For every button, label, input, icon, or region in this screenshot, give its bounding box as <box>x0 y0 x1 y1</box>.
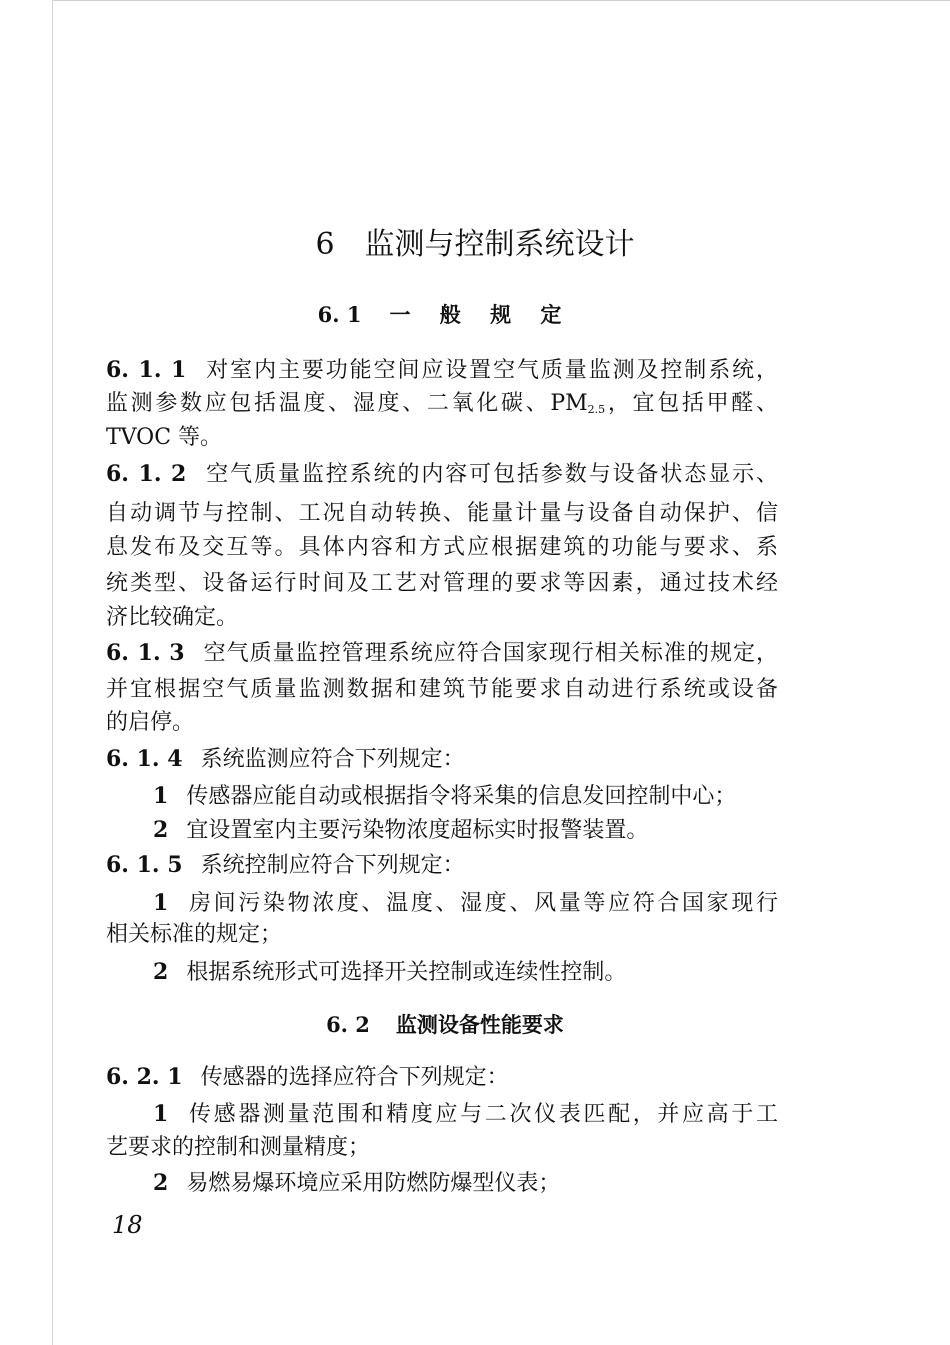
clause-text: 的启停。 <box>106 710 195 735</box>
clause-text: 空气质量监控管理系统应符合国家现行相关标准的规定， <box>202 641 778 666</box>
clause-line <box>106 567 778 601</box>
clause-line <box>106 742 778 777</box>
list-item <box>106 955 778 990</box>
item-text: 根据系统形式可选择开关控制或连续性控制。 <box>186 960 627 985</box>
clause-text: 息发布及交互等。具体内容和方式应根据建筑的功能与要求、系 <box>106 535 778 560</box>
clause-line <box>106 601 778 635</box>
pm-subscript: 2.5 <box>587 403 606 416</box>
clause-text: 统类型、设备运行时间及工艺对管理的要求等因素，通过技术经 <box>106 571 778 596</box>
clause-line <box>106 673 778 707</box>
list-item <box>106 813 778 848</box>
clause-number: 6. 1. 3 <box>106 640 185 666</box>
clause-line <box>106 1060 778 1095</box>
page-frame-top <box>52 0 950 1</box>
clause-text: 系统控制应符合下列规定： <box>200 853 465 878</box>
list-item-continuation <box>106 918 778 952</box>
clause-text: 监测参数应包括温度、湿度、二氧化碳、PM <box>106 391 588 416</box>
clause-line <box>106 497 778 531</box>
list-item <box>106 1166 778 1201</box>
item-text: 相关标准的规定； <box>106 922 283 947</box>
clause-line <box>106 706 778 740</box>
clause-number: 6. 1. 5 <box>106 852 183 878</box>
item-number: 1 <box>153 783 169 809</box>
section-6-2-heading <box>0 1010 890 1040</box>
list-item <box>106 886 778 921</box>
section-number: 6. 1 <box>317 302 362 327</box>
section-title: 一 般 规 定 <box>389 302 573 327</box>
clause-number: 6. 1. 2 <box>106 461 187 487</box>
item-text: 传感器测量范围和精度应与二次仪表匹配，并应高于工 <box>186 1102 778 1127</box>
clause-number: 6. 1. 1 <box>106 357 187 383</box>
item-text: 房间污染物浓度、温度、湿度、风量等应符合国家现行 <box>186 891 778 916</box>
section-title: 监测设备性能要求 <box>395 1012 564 1037</box>
section-6-1-heading <box>0 300 890 330</box>
clause-line <box>106 636 778 671</box>
section-number: 6. 2 <box>326 1012 370 1037</box>
clause-number: 6. 2. 1 <box>106 1064 183 1090</box>
item-text: 艺要求的控制和测量精度； <box>106 1135 371 1160</box>
clause-line <box>106 421 778 455</box>
clause-text: 并宜根据空气质量监测数据和建筑节能要求自动进行系统或设备 <box>106 677 778 702</box>
page-number: 18 <box>112 1211 143 1239</box>
clause-number: 6. 1. 4 <box>106 746 183 772</box>
clause-text: ，宜包括甲醛、 <box>605 391 778 416</box>
page-frame-left <box>52 0 53 1345</box>
list-item-continuation <box>106 1131 778 1165</box>
clause-line <box>106 848 778 883</box>
item-number: 2 <box>153 1170 169 1196</box>
item-text: 易燃易爆环境应采用防燃防爆型仪表； <box>186 1171 561 1196</box>
clause-text: 传感器的选择应符合下列规定： <box>200 1065 509 1090</box>
item-number: 2 <box>153 817 169 843</box>
clause-text: TVOC 等。 <box>106 425 223 450</box>
clause-text: 自动调节与控制、工况自动转换、能量计量与设备自动保护、信 <box>106 501 778 526</box>
clause-text: 系统监测应符合下列规定： <box>200 747 465 772</box>
item-number: 1 <box>153 890 169 916</box>
list-item <box>106 1097 778 1132</box>
clause-line <box>106 353 778 388</box>
clause-line <box>106 457 778 492</box>
clause-text: 对室内主要功能空间应设置空气质量监测及控制系统， <box>204 358 778 383</box>
item-number: 1 <box>153 1101 169 1127</box>
chapter-number: 6 <box>315 227 335 262</box>
clause-line <box>106 531 778 565</box>
item-number: 2 <box>153 959 169 985</box>
list-item <box>106 779 778 814</box>
clause-text: 空气质量监控系统的内容可包括参数与设备状态显示、 <box>204 462 778 487</box>
chapter-title: 监测与控制系统设计 <box>364 227 635 262</box>
item-text: 宜设置室内主要污染物浓度超标实时报警装置。 <box>186 818 649 843</box>
item-text: 传感器应能自动或根据指令将采集的信息发回控制中心； <box>186 784 737 809</box>
clause-text: 济比较确定。 <box>106 605 239 630</box>
chapter-heading <box>0 224 950 266</box>
